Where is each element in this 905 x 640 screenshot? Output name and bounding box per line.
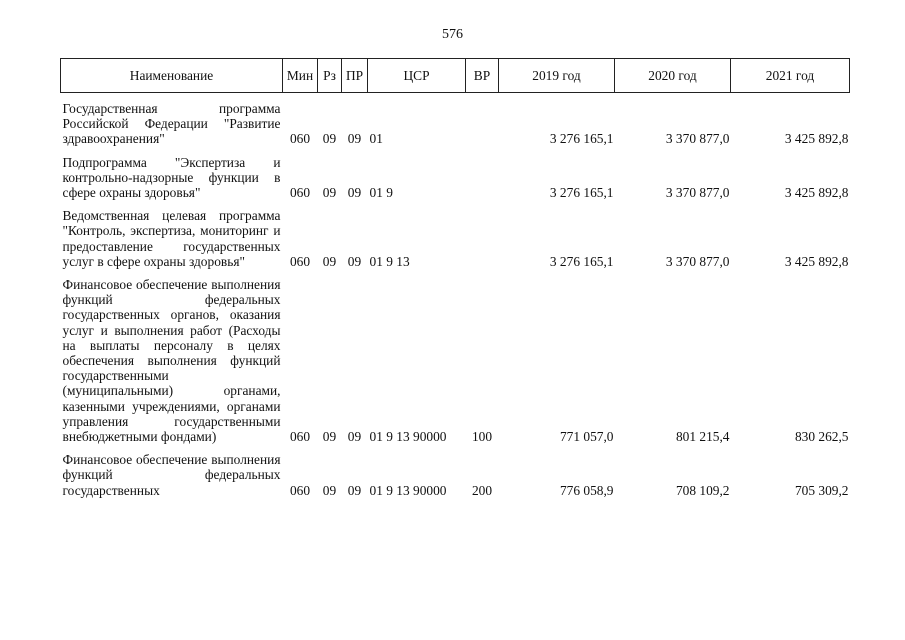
row-2019: 776 058,9 bbox=[559, 482, 614, 498]
header-name: Наименование bbox=[61, 59, 283, 93]
row-vr: 200 bbox=[471, 482, 493, 498]
header-vr: ВР bbox=[466, 59, 499, 93]
header-csr: ЦСР bbox=[368, 59, 466, 93]
row-rz: 09 bbox=[322, 429, 337, 445]
row-2020: 801 215,4 bbox=[675, 429, 730, 445]
row-name: Финансовое обеспечение выполнения функций федеральных государственных органов, оказания услуг и выполнения работ (Расходы на выплаты персоналу в целях обеспечения выполнения функций государственными (муниципальными) органами, казенными учреждениями, органами управления государственными внебюджетными фондами) bbox=[62, 277, 281, 445]
row-rz: 09 bbox=[322, 482, 337, 498]
row-vr: 100 bbox=[471, 429, 493, 445]
row-2021: 3 425 892,8 bbox=[784, 253, 849, 269]
budget-table bbox=[60, 58, 850, 498]
row-pr: 09 bbox=[347, 131, 362, 147]
row-2020: 3 370 877,0 bbox=[665, 253, 730, 269]
header-min: Мин bbox=[283, 59, 318, 93]
row-2021: 3 425 892,8 bbox=[784, 185, 849, 201]
row-csr: 01 9 13 90000 bbox=[369, 429, 447, 445]
row-pr: 09 bbox=[347, 482, 362, 498]
row-min: 060 bbox=[289, 429, 311, 445]
header-rz: Рз bbox=[318, 59, 342, 93]
row-2021: 705 309,2 bbox=[794, 482, 849, 498]
header-2020: 2020 год bbox=[615, 59, 731, 93]
row-rz: 09 bbox=[322, 131, 337, 147]
row-name: Подпрограмма "Экспертиза и контрольно-надзорные функции в сфере охраны здоровья" bbox=[62, 154, 281, 201]
row-vr bbox=[466, 200, 499, 269]
row-2019: 3 276 165,1 bbox=[549, 131, 614, 147]
row-csr: 01 9 bbox=[369, 185, 393, 201]
table-header-row bbox=[61, 59, 850, 93]
header-2021: 2021 год bbox=[731, 59, 850, 93]
row-pr: 09 bbox=[347, 185, 362, 201]
row-min: 060 bbox=[289, 131, 311, 147]
row-2020: 708 109,2 bbox=[675, 482, 730, 498]
table-row bbox=[61, 200, 850, 269]
row-min: 060 bbox=[289, 482, 311, 498]
row-min: 060 bbox=[289, 253, 311, 269]
row-2021: 830 262,5 bbox=[794, 429, 849, 445]
row-csr: 01 9 13 90000 bbox=[369, 482, 447, 498]
row-min: 060 bbox=[289, 185, 311, 201]
row-2020: 3 370 877,0 bbox=[665, 185, 730, 201]
row-2020: 3 370 877,0 bbox=[665, 131, 730, 147]
table-row bbox=[61, 147, 850, 201]
row-vr bbox=[466, 93, 499, 147]
row-csr: 01 9 13 bbox=[369, 253, 410, 269]
table-row bbox=[61, 93, 850, 147]
header-2019: 2019 год bbox=[499, 59, 615, 93]
row-vr bbox=[466, 147, 499, 201]
row-name: Финансовое обеспечение выполнения функций федеральных государственных bbox=[62, 452, 281, 498]
row-pr: 09 bbox=[347, 429, 362, 445]
row-name: Ведомственная целевая программа "Контроль, экспертиза, мониторинг и предоставление государственных услуг в сфере охраны здоровья" bbox=[62, 208, 281, 269]
row-rz: 09 bbox=[322, 185, 337, 201]
row-name: Государственная программа Российской Федерации "Развитие здравоохранения" bbox=[62, 101, 281, 147]
row-2019: 3 276 165,1 bbox=[549, 185, 614, 201]
page-number: 576 bbox=[442, 27, 463, 42]
row-pr: 09 bbox=[347, 253, 362, 269]
row-2019: 771 057,0 bbox=[559, 429, 614, 445]
header-pr: ПР bbox=[342, 59, 368, 93]
row-csr: 01 bbox=[369, 131, 383, 147]
table-row bbox=[61, 444, 850, 498]
row-2021: 3 425 892,8 bbox=[784, 131, 849, 147]
table-row bbox=[61, 269, 850, 444]
row-2019: 3 276 165,1 bbox=[549, 253, 614, 269]
row-rz: 09 bbox=[322, 253, 337, 269]
